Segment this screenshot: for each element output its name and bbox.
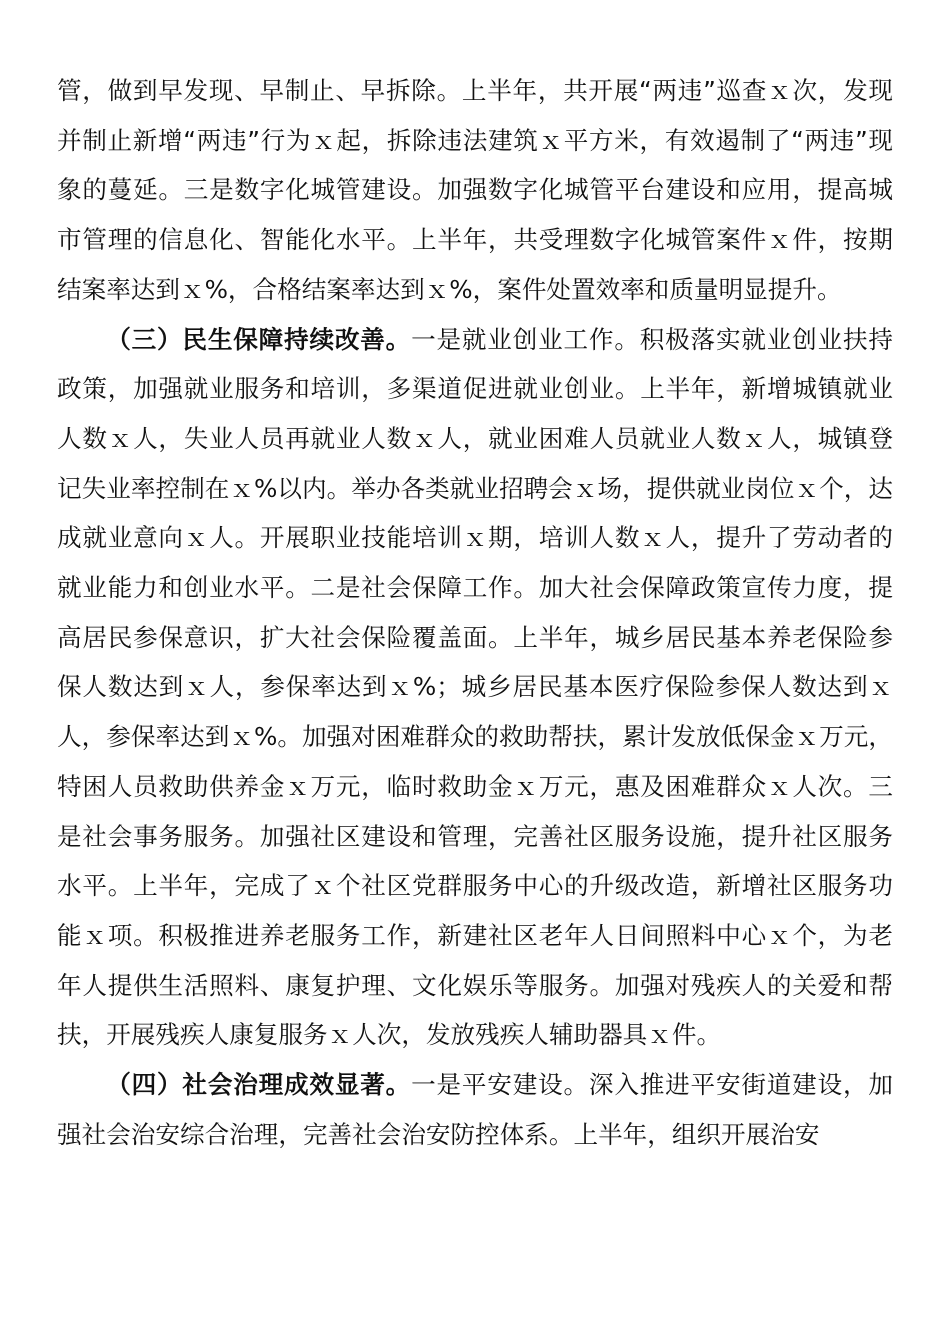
paragraph-body: 一是就业创业工作。积极落实就业创业扶持政策，加强就业服务和培训，多渠道促进就业创业。上半年，新增城镇就业人数ｘ人，失业人员再就业人数ｘ人，就业困难人员就业人数ｘ人，城镇登记失业率控制在ｘ%以内。举办各类就业招聘会ｘ场，提供就业岗位ｘ个，达成就业意向ｘ人。开展职业技能培训ｘ期，培训人数ｘ人，提升了劳动者的就业能力和创业水平。二是社会保障工作。加大社会保障政策宣传力度，提高居民参保意识，扩大社会保险覆盖面。上半年，城乡居民基本养老保险参保人数达到ｘ人，参保率达到ｘ%；城乡居民基本医疗保险参保人数达到ｘ人，参保率达到ｘ%。加强对困难群众的救助帮扶，累计发放低保金ｘ万元，特困人员救助供养金ｘ万元，临时救助金ｘ万元，惠及困难群众ｘ人次。三是社会事务服务。加强社区建设和管理，完善社区服务设施，提升社区服务水平。上半年，完成了ｘ个社区党群服务中心的升级改造，新增社区服务功能ｘ项。积极推进养老服务工作，新建社区老年人日间照料中心ｘ个，为老年人提供生活照料、康复护理、文化娱乐等服务。加强对残疾人的关爱和帮扶，开展残疾人康复服务ｘ人次，发放残疾人辅助器具ｘ件。 — [57, 324, 893, 1050]
paragraph-body: 一是平安建设。深入推进平安街道建设，加强社会治安综合治理，完善社会治安防控体系。上半年，组织开展治安 — [57, 1070, 893, 1149]
section-heading: （三）民生保障持续改善。 — [106, 324, 412, 354]
document-page — [57, 66, 893, 1159]
section-heading: （四）社会治理成效显著。 — [106, 1070, 412, 1100]
paragraph-section-four — [57, 1060, 893, 1159]
paragraph-section-three — [57, 315, 893, 1061]
paragraph-body: 管，做到早发现、早制止、早拆除。上半年，共开展“两违”巡查ｘ次，发现并制止新增“两违”行为ｘ起，拆除违法建筑ｘ平方米，有效遏制了“两违”现象的蔓延。三是数字化城管建设。加强数字化城管平台建设和应用，提高城市管理的信息化、智能化水平。上半年，共受理数字化城管案件ｘ件，按期结案率达到ｘ%，合格结案率达到ｘ%，案件处置效率和质量明显提升。 — [57, 76, 893, 304]
paragraph-continuation — [57, 66, 893, 315]
